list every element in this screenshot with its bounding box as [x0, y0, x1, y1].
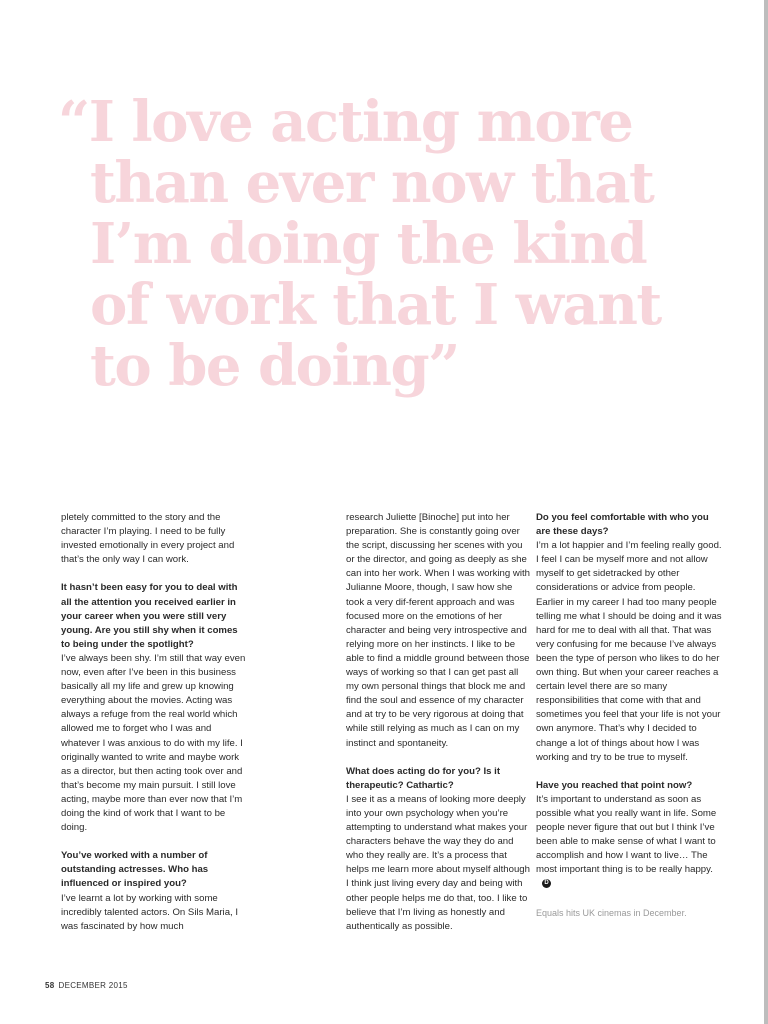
page-edge-shadow — [764, 0, 768, 1024]
end-of-article-icon: D — [542, 879, 551, 888]
answer-paragraph: pletely committed to the story and the character I’m playing. I need to be fully invested emotionally in every project and that’s the only way I can work. — [61, 512, 235, 566]
interview-question: Have you reached that point now? — [536, 779, 693, 791]
answer-paragraph: I’m a lot happier and I’m feeling really good. I feel I can be myself more and not allow myself to get sidetracked by other considerations or advice from people. Earlier in my career I had too many people telling me what I should be doing and it was hard for me to deal with all that. That was very confusing for me because I’ve always been the type of person who likes to do her own thing. But when your career reaches a certain level there are so many responsibilities that come with that and sometimes you feel that your life is not your own anymore. That’s why I decided to change a lot of things about how I was working and try to be true to myself. — [536, 540, 722, 763]
answer-paragraph: I’ve learnt a lot by working with some incredibly talented actors. On Sils Maria, I was fascinated by how much — [61, 892, 239, 932]
interview-question: It hasn’t been easy for you to deal with all the attention you received earlier in your career when you were still very young. Are you still shy when it comes to being under the spotlight? — [61, 582, 238, 650]
interview-question: Do you feel comfortable with who you are these days? — [536, 512, 709, 538]
pull-quote-line: than ever now that — [90, 150, 654, 216]
interview-question: What does acting do for you? Is it therapeutic? Cathartic? — [346, 765, 501, 791]
article-column-3 — [536, 511, 722, 934]
pull-quote-line: to be doing” — [90, 333, 459, 399]
pull-quote-line: I’m doing the kind — [90, 211, 647, 277]
issue-date: DECEMBER 2015 — [58, 981, 128, 990]
answer-paragraph: I see it as a means of looking more deeply into your own psychology when you’re attempting to understand what makes your characters behave the way they do and who they really are. It’s a process that helps me learn more about myself although I think just living every day and being with other people helps me do that, too. I like to believe that I’m living as honestly and authentically as possible. — [346, 793, 530, 932]
article-column-2 — [346, 511, 532, 948]
answer-paragraph: I’ve always been shy. I’m still that way even now, even after I’ve been in this business basically all my life and grew up knowing everything about the movies. Acting was always a refuge from the real world which allowed me to forget who I was and whatever I was anxious to do with my life. I originally wanted to write and maybe work as a director, but then acting took over and that’s become my main pursuit. I still love acting, maybe more than ever now that I’m doing the kind of work that I want to be doing. — [61, 652, 246, 834]
answer-text: It’s important to understand as soon as possible what you really want in life. Some people never figure that out but I think I’ve been able to make sense of what I want to accomplish and how I want to live… The most important thing is to be really happy. — [536, 793, 717, 876]
interview-question: You’ve worked with a number of outstanding actresses. Who has influenced or inspired you? — [61, 850, 209, 890]
article-column-1 — [61, 511, 247, 948]
page-footer — [45, 981, 128, 990]
release-caption: Equals hits UK cinemas in December. — [536, 907, 687, 918]
page-number: 58 — [45, 981, 55, 990]
answer-paragraph: research Juliette [Binoche] put into her preparation. She is constantly going over the script, discussing her scenes with you or the director, and going as deeply as she can into her work. When I was working with Julianne Moore, though, I saw how she took a very dif-ferent approach and was focused more on the emotions of her character and being very introspective and relying more on her instincts. I like to be able to find a middle ground between those ways of working so that I can get past all my own personal things that block me and find the soul and essence of my character and at try to be very rigorous at doing that while still relying as much as I can on my instinct and spontaneity. — [346, 512, 530, 749]
answer-paragraph — [536, 793, 722, 892]
pull-quote-line: of work that I want — [90, 272, 661, 338]
pull-quote-line: “I love acting more — [58, 89, 633, 155]
pull-quote — [58, 89, 738, 399]
